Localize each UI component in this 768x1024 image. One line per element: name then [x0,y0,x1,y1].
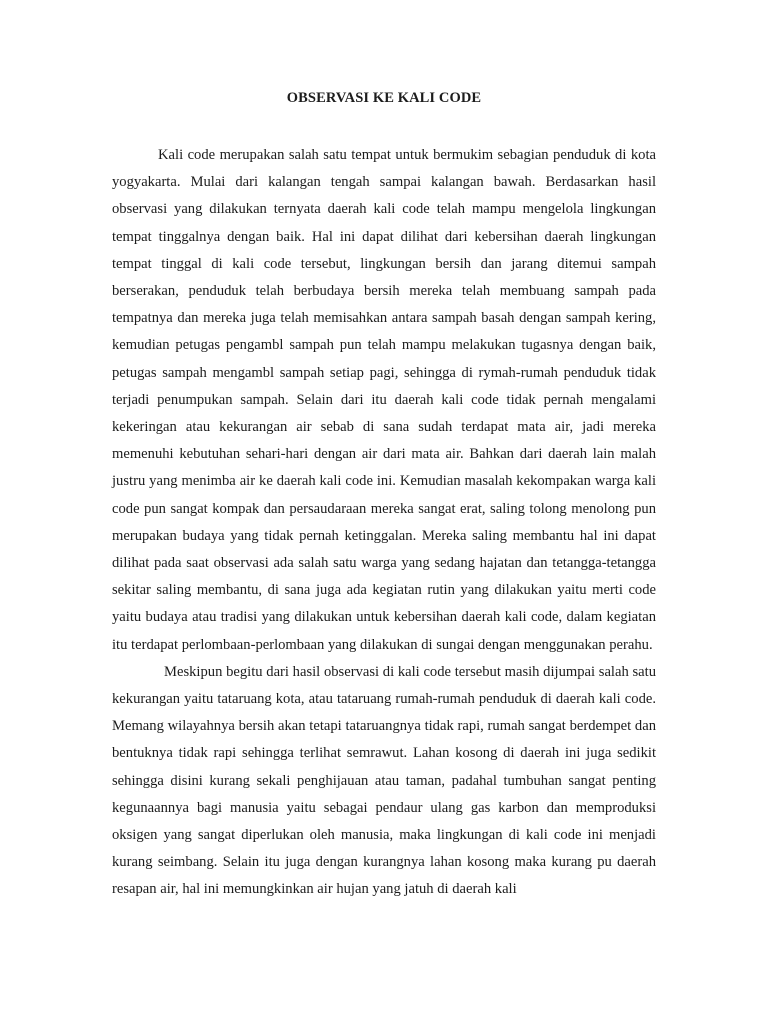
document-title: OBSERVASI KE KALI CODE [286,90,482,106]
paragraph-2: Meskipun begitu dari hasil observasi di kali code tersebut masih dijumpai salah satu kekurangan yaitu tataruang kota, atau tataruang rumah-rumah penduduk di daerah kali code. Memang wilayahnya bersih akan tetapi tataruangnya tidak rapi, rumah sangat berdempet dan bentuknya tidak rapi sehingga terlihat semrawut. Lahan kosong di daerah ini juga sedikit sehingga disini kurang sekali penghijauan atau taman, padahal tumbuhan sangat penting kegunaannya bagi manusia yaitu sebagai pendaur ulang gas karbon dan memproduksi oksigen yang sangat diperlukan oleh manusia, maka lingkungan di kali code ini menjadi kurang seimbang. Selain itu juga dengan kurangnya lahan kosong maka kurang pu daerah resapan air, hal ini memungkinkan air hujan yang jatuh di daerah kali [112,663,656,898]
paragraph-1: Kali code merupakan salah satu tempat untuk bermukim sebagian penduduk di kota yogyakarta. Mulai dari kalangan tengah sampai kalangan bawah. Berdasarkan hasil observasi yang dilakukan ternyata daerah kali code telah mampu mengelola lingkungan tempat tinggalnya dengan baik. Hal ini dapat dilihat dari kebersihan daerah lingkungan tempat tinggal di kali code tersebut, lingkungan bersih dan jarang ditemui sampah berserakan, penduduk telah berbudaya bersih mereka telah membuang sampah pada tempatnya dan mereka juga telah memisahkan antara sampah basah dengan sampah kering, kemudian petugas pengambl sampah pun telah mampu melakukan tugasnya dengan baik, petugas sampah mengambl sampah setiap pagi, sehingga di rymah-rumah penduduk tidak terjadi penumpukan sampah. Selain dari itu daerah kali code tidak pernah mengalami kekeringan atau kekurangan air sebab di sana sudah terdapat mata air, jadi mereka memenuhi kebutuhan sehari-hari dengan air dari mata air. Bahkan dari daerah lain malah justru yang menimba air ke daerah kali code ini. Kemudian masalah kekompakan warga kali code pun sangat kompak dan persaudaraan mereka sangat erat, saling tolong menolong pun merupakan budaya yang tidak pernah ketinggalan. Mereka saling membantu hal ini dapat dilihat pada saat observasi ada salah satu warga yang sedang hajatan dan tetangga-tetangga sekitar saling membantu, di sana juga ada kegiatan rutin yang dilakukan yaitu merti code yaitu budaya atau tradisi yang dilakukan untuk kebersihan daerah kali code, dalam kegiatan itu terdapat perlombaan-perlombaan yang dilakukan di sungai dengan menggunakan perahu. [112,147,656,653]
document-body [112,142,656,904]
